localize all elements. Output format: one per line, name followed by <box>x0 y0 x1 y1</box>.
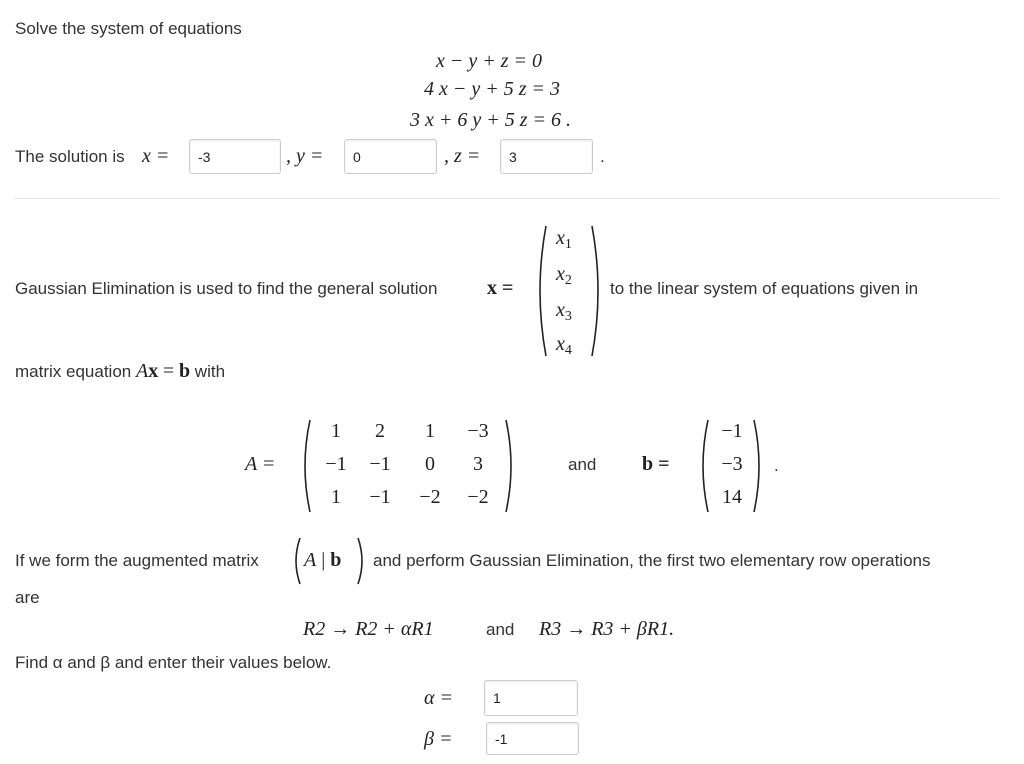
augmented-matrix: A | b <box>304 549 342 571</box>
alpha-label: α = <box>424 687 453 709</box>
b-period: . <box>774 456 779 475</box>
z-label: , z = <box>444 145 481 167</box>
y-label: , y = <box>286 145 324 167</box>
row-op-2: R3 → R3 + βR1. <box>539 618 675 640</box>
matrix-A-entry: 0 <box>425 453 435 475</box>
augment-text: If we form the augmented matrix <box>15 551 259 570</box>
row-op-1: R2 → R2 + αR1 <box>303 618 434 640</box>
x-vector-entry-1: $x_1$ <box>556 227 572 252</box>
matrix-A-entry: −2 <box>467 486 489 508</box>
beta-label: β = <box>424 728 453 750</box>
matrix-A-entry: 1 <box>331 420 341 442</box>
x-vector-entry-3: $x_3$ <box>556 299 572 324</box>
equation-2: 4 x − y + 5 z = 3 <box>424 78 561 100</box>
beta-input[interactable] <box>486 722 579 755</box>
solution-end-period: . <box>600 147 605 166</box>
A-label: A = <box>245 453 276 475</box>
matrix-A-entry: −3 <box>467 420 489 442</box>
z-solution-input[interactable] <box>500 139 593 174</box>
equation-1: x − y + z = 0 <box>436 50 543 72</box>
matrix-A-entry: 3 <box>473 453 483 475</box>
divider <box>14 198 999 199</box>
b-entry-2: −3 <box>721 453 743 475</box>
matrix-A-entry: −1 <box>369 486 391 508</box>
matrix-equation-text: matrix equation Ax = b with <box>15 360 226 382</box>
b-label: b = <box>642 453 670 475</box>
problem1-prompt: Solve the system of equations <box>15 19 242 38</box>
x-vector-entry-2: $x_2$ <box>556 263 572 288</box>
b-entry-1: −1 <box>721 420 743 442</box>
and-word: and <box>568 455 597 474</box>
augment-cont: and perform Gaussian Elimination, the first two elementary row operations <box>373 551 931 570</box>
x-vector-label: x = <box>487 277 514 299</box>
find-text: Find α and β and enter their values below. <box>15 653 332 672</box>
gauss-intro-cont: to the linear system of equations given in <box>610 279 919 298</box>
solution-prefix: The solution is <box>15 147 125 166</box>
matrix-A-entry: 2 <box>375 420 385 442</box>
b-entry-3: 14 <box>722 486 742 508</box>
x-label: x = <box>142 145 170 167</box>
are-word: are <box>15 588 40 607</box>
equation-3: 3 x + 6 y + 5 z = 6 . <box>410 109 572 131</box>
matrix-A-entry: 1 <box>425 420 435 442</box>
row-op-and: and <box>486 620 515 639</box>
matrix-A-entry: −1 <box>325 453 347 475</box>
gauss-intro: Gaussian Elimination is used to find the general solution <box>15 279 438 298</box>
x-vector-entry-4: $x_4$ <box>556 333 572 358</box>
matrix-A-entry: −2 <box>419 486 441 508</box>
matrix-A-entry: −1 <box>369 453 391 475</box>
y-solution-input[interactable] <box>344 139 437 174</box>
alpha-input[interactable] <box>484 680 578 716</box>
x-solution-input[interactable] <box>189 139 281 174</box>
matrix-A-entry: 1 <box>331 486 341 508</box>
